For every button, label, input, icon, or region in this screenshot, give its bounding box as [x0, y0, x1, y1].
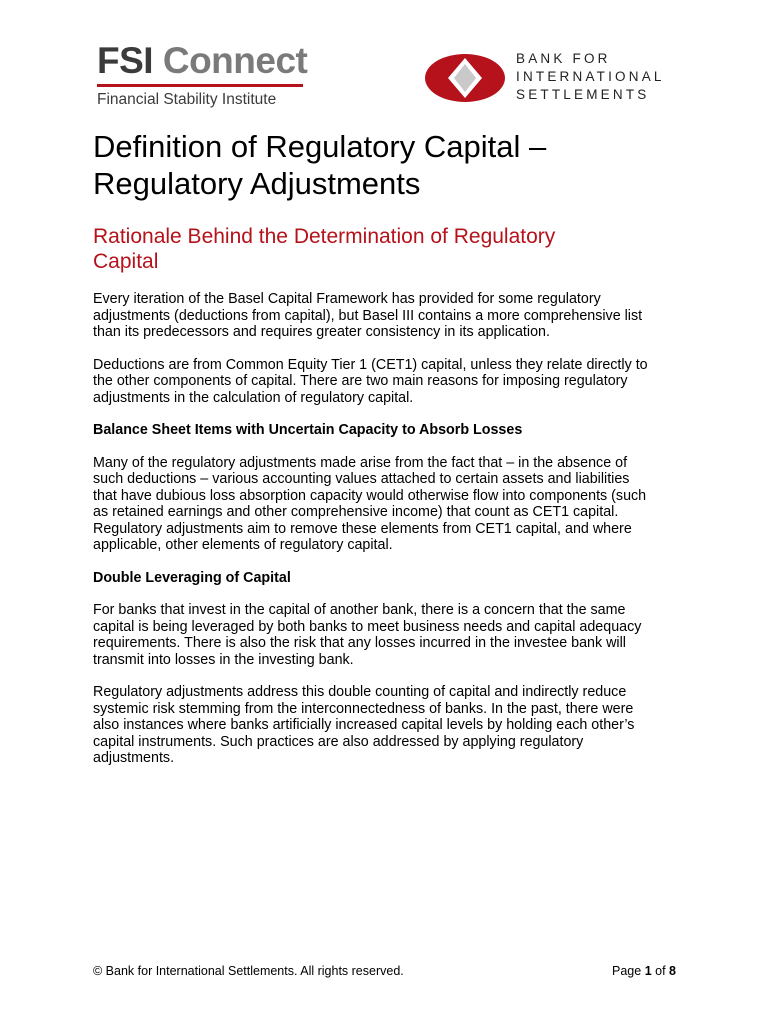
text-line: also instances where banks artificially increased capital levels by holding each other’s — [93, 717, 635, 733]
text-line: Deductions are from Common Equity Tier 1 (CET1) capital, unless they relate directly to — [93, 356, 648, 373]
document-body — [93, 128, 683, 767]
paragraph-3 — [93, 455, 683, 554]
text-line: as retained earnings and other comprehensive income) that count as CET1 capital. — [93, 504, 619, 520]
section-heading-line2: Capital — [93, 250, 159, 273]
section-heading-line1: Rationale Behind the Determination of Regulatory — [93, 225, 556, 248]
page-of: of — [655, 964, 666, 978]
text-line: Every iteration of the Basel Capital Framework has provided for some regulatory — [93, 291, 601, 307]
subheading-double-leveraging: Double Leveraging of Capital — [93, 569, 291, 586]
page-current: 1 — [644, 964, 652, 978]
bis-name-line3: SETTLEMENTS — [516, 87, 650, 102]
page-number — [612, 964, 676, 978]
bis-logo-icon — [424, 53, 506, 103]
fsi-connect-logo — [97, 42, 307, 109]
bis-name-line1: BANK FOR — [516, 51, 611, 66]
fsi-brand-subtitle: Financial Stability Institute — [97, 91, 277, 108]
text-line: such deductions – various accounting values attached to certain assets and liabilities — [93, 471, 630, 487]
text-line: capital is being leveraged by both banks to meet business needs and capital adequacy — [93, 618, 642, 635]
text-line: adjustments in the calculation of regulatory capital. — [93, 389, 414, 406]
page-header — [0, 0, 768, 120]
document-title-line1: Definition of Regulatory Capital – — [93, 129, 547, 164]
paragraph-2 — [93, 357, 683, 407]
bis-name — [516, 50, 665, 104]
paragraph-5 — [93, 684, 683, 767]
document-title-line2: Regulatory Adjustments — [93, 166, 421, 201]
fsi-brand-title — [97, 42, 307, 79]
text-line: systemic risk stemming from the interconnectedness of banks. In the past, there were — [93, 700, 634, 717]
text-line: requirements. There is also the risk that any losses incurred in the investee bank will — [93, 635, 626, 651]
text-line: transmit into losses in the investing bank. — [93, 651, 354, 668]
copyright-notice: © Bank for International Settlements. All rights reserved. — [93, 964, 404, 978]
text-line: Regulatory adjustments address this double counting of capital and indirectly reduce — [93, 684, 627, 700]
text-line: adjustments. — [93, 750, 175, 766]
text-line: that have dubious loss absorption capacity would otherwise flow into components (such — [93, 487, 647, 504]
bis-name-line2: INTERNATIONAL — [516, 69, 665, 84]
document-title — [93, 128, 683, 202]
fsi-brand-rule — [97, 84, 303, 87]
text-line: Many of the regulatory adjustments made arise from the fact that – in the absence of — [93, 454, 628, 471]
fsi-brand-connect: Connect — [162, 40, 308, 81]
paragraph-4 — [93, 602, 683, 668]
fsi-brand-fsi: FSI — [97, 40, 154, 81]
text-line: applicable, other elements of regulatory capital. — [93, 537, 393, 553]
subheading-uncertain-capacity: Balance Sheet Items with Uncertain Capacity to Absorb Losses — [93, 422, 523, 438]
page-word: Page — [612, 964, 642, 978]
section-heading — [93, 224, 683, 274]
text-line: capital instruments. Such practices are also addressed by applying regulatory — [93, 733, 584, 750]
paragraph-1 — [93, 291, 683, 341]
text-line: than its predecessors and requires greater consistency in its application. — [93, 324, 550, 340]
page-total: 8 — [669, 964, 676, 978]
text-line: Regulatory adjustments aim to remove these elements from CET1 capital, and where — [93, 520, 632, 537]
text-line: adjustments (deductions from capital), but Basel III contains a more comprehensive list — [93, 307, 643, 324]
text-line: the other components of capital. There are two main reasons for imposing regulatory — [93, 373, 628, 389]
text-line: For banks that invest in the capital of another bank, there is a concern that the same — [93, 602, 626, 618]
